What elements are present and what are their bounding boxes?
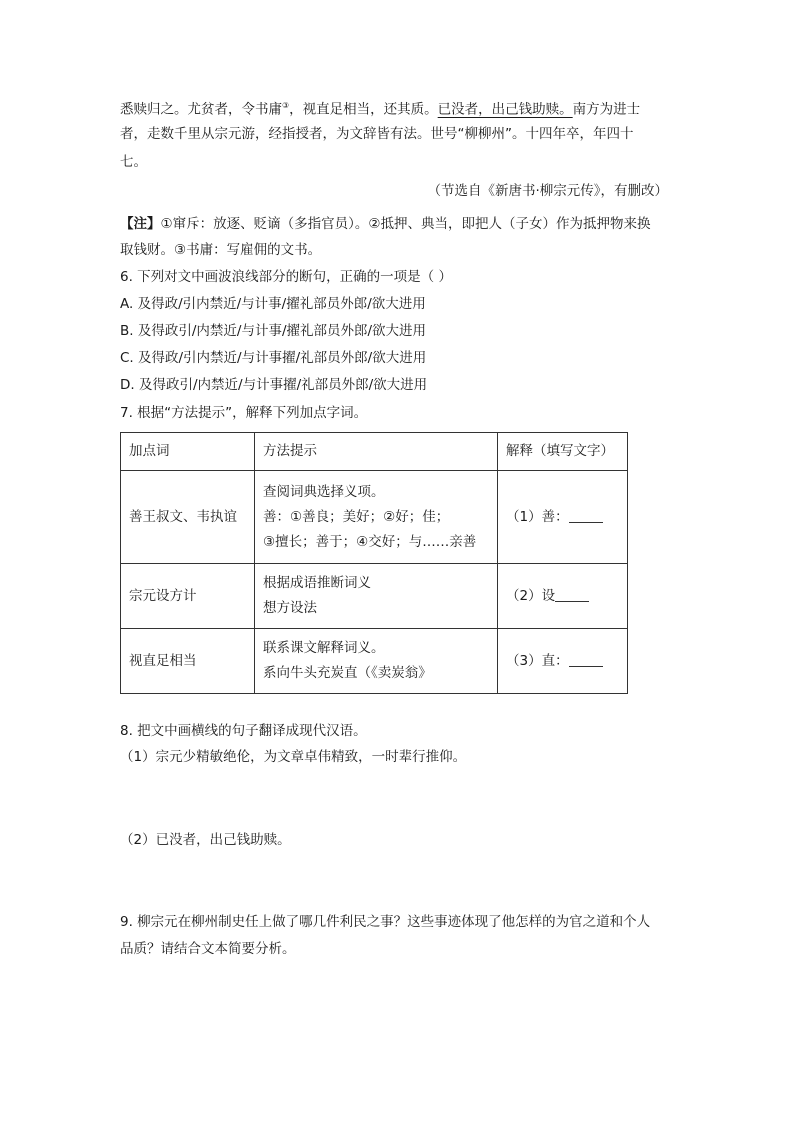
hint-line: ③擅长；善于；④交好；与……亲善 — [263, 533, 477, 550]
table-row — [121, 471, 628, 564]
answer-cell — [498, 629, 628, 694]
q6-option-c: C. 及得政/引内禁近/与计事擢/礼部员外郎/欲大进用 — [120, 350, 427, 366]
answer-blank[interactable] — [569, 652, 603, 667]
source-citation: （节选自《新唐书·柳宗元传》，有删改） — [427, 183, 668, 199]
hint-line: 联系课文解释词义。 — [263, 640, 385, 656]
table-row — [121, 629, 628, 694]
passage-text: ，视直足相当，还其质。 — [289, 101, 438, 118]
answer-blank[interactable] — [555, 587, 589, 602]
answer-label: （2）设 — [506, 587, 556, 604]
answer-label: （1）善： — [506, 508, 569, 525]
notes-text: ①窜斥：放逐、贬谪（多指官员）。②抵押、典当，即把人（子女）作为抵押物来换 — [160, 216, 651, 232]
header-cell: 加点词 — [121, 433, 255, 471]
header-cell: 解释（填写文字） — [498, 433, 628, 471]
table-row — [121, 564, 628, 629]
word-cell: 视直足相当 — [121, 629, 255, 694]
footnote-marker: ③ — [282, 101, 290, 110]
word-cell: 善王叔文、韦执谊 — [121, 471, 255, 564]
q6-option-a: A. 及得政/引内禁近/与计事/擢礼部员外郎/欲大进用 — [120, 296, 426, 312]
passage-text: 悉赎归之。尤贫者，令书庸 — [120, 101, 282, 118]
passage-line-1 — [120, 96, 640, 120]
hint-cell — [255, 564, 498, 629]
hint-cell — [255, 629, 498, 694]
q7-stem: 7. 根据“方法提示”，解释下列加点字词。 — [120, 405, 368, 421]
word-cell: 宗元设方计 — [121, 564, 255, 629]
passage-line-2: 者，走数千里从宗元游，经指授者，为文辞皆有法。世号“柳柳州”。十四年卒，年四十 — [120, 126, 634, 142]
table-header-row — [121, 433, 628, 471]
underlined-sentence: 已没者，出己钱助赎。 — [437, 101, 573, 118]
hint-line: 查阅词典选择义项。 — [263, 483, 385, 500]
notes-line-2: 取钱财。③书庸：写雇佣的文书。 — [120, 242, 322, 258]
hint-line: 根据成语推断词义 — [263, 575, 371, 591]
notes-line-1 — [120, 214, 650, 234]
hint-cell — [255, 471, 498, 564]
q6-option-d: D. 及得政引/内禁近/与计事擢/礼部员外郎/欲大进用 — [120, 377, 428, 393]
hint-line: 想方设法 — [263, 600, 317, 616]
hint-line: 系向牛头充炭直（《卖炭翁》 — [263, 665, 432, 681]
passage-text: 南方为进士 — [572, 101, 641, 118]
q6-option-b: B. 及得政引/内禁近/与计事/擢礼部员外郎/欲大进用 — [120, 323, 427, 339]
hint-line: 善：①善良；美好；②好；佳； — [263, 508, 450, 525]
header-cell: 方法提示 — [255, 433, 498, 471]
notes-label: 【注】 — [120, 216, 161, 232]
method-table — [120, 432, 628, 694]
answer-cell — [498, 471, 628, 564]
answer-blank[interactable] — [569, 508, 603, 523]
q8-stem: 8. 把文中画横线的句子翻译成现代汉语。 — [120, 723, 367, 739]
answer-label: （3）直： — [506, 652, 569, 669]
q9-line-1: 9. 柳宗元在柳州制史任上做了哪几件利民之事？这些事迹体现了他怎样的为官之道和个人 — [120, 914, 651, 930]
q9-line-2: 品质？请结合文本简要分析。 — [120, 941, 296, 957]
answer-cell — [498, 564, 628, 629]
q6-stem: 6. 下列对文中画波浪线部分的断句，正确的一项是（ ） — [120, 269, 452, 285]
passage-line-3: 七。 — [120, 154, 147, 170]
q8-sentence-2: （2）已没者，出己钱助赎。 — [120, 832, 291, 848]
q8-sentence-1: （1）宗元少精敏绝伦，为文章卓伟精致，一时辈行推仰。 — [120, 749, 467, 765]
